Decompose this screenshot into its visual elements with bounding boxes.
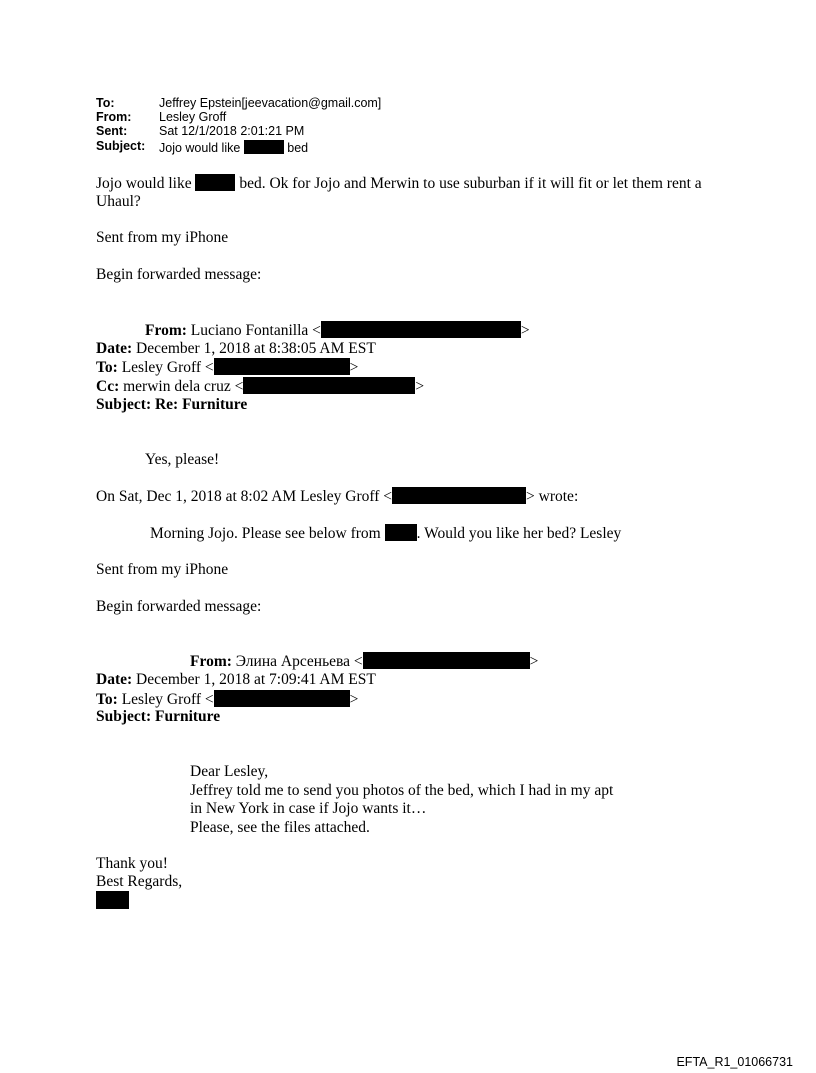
forward1-cc xyxy=(96,377,424,396)
forward2-msg-line-2: in New York in case if Jojo wants it… xyxy=(190,800,427,817)
forward2-date xyxy=(96,671,376,689)
redaction-box xyxy=(243,377,415,394)
quote-morning-end: . Would you like her bed? Lesley xyxy=(416,525,622,542)
redaction-box xyxy=(195,174,235,191)
forward2-from-value: Элина Арсеньева < xyxy=(235,653,363,670)
forward1-from-value: Luciano Fontanilla < xyxy=(190,322,321,339)
body-line-1-start: Jojo would like xyxy=(96,175,192,192)
body-line-1 xyxy=(96,174,702,193)
forward1-subject xyxy=(96,396,247,414)
from-label: From: xyxy=(96,110,132,124)
forward1-cc-close: > xyxy=(415,378,425,395)
forward2-from-close: > xyxy=(529,653,539,670)
forward2-to xyxy=(96,690,358,709)
forward1-cc-label: Cc: xyxy=(96,378,120,395)
to-value: Jeffrey Epstein[jeevacation@gmail.com] xyxy=(159,96,382,110)
forward1-to-value: Lesley Groff < xyxy=(121,359,214,376)
forward2-dear: Dear Lesley, xyxy=(190,763,269,780)
regards-line: Best Regards, xyxy=(96,873,183,890)
forward2-from-label: From: xyxy=(190,653,232,670)
redaction-box xyxy=(214,358,350,375)
subject-text-end: bed xyxy=(287,141,309,155)
quote-begin-forwarded: Begin forwarded message: xyxy=(96,598,262,615)
quote-intro xyxy=(96,487,578,506)
redaction-box xyxy=(385,524,417,541)
forward1-subject-value: Re: Furniture xyxy=(154,396,248,413)
forward1-from-close: > xyxy=(520,322,530,339)
forward1-cc-value: merwin dela cruz < xyxy=(123,378,244,395)
forward1-date-label: Date: xyxy=(96,340,133,357)
subject-text-start: Jojo would like xyxy=(159,141,241,155)
forward2-to-close: > xyxy=(349,691,359,708)
sent-label: Sent: xyxy=(96,124,128,138)
forward1-to-label: To: xyxy=(96,359,118,376)
email-header xyxy=(96,97,516,157)
forward1-to xyxy=(96,358,358,377)
quote-morning xyxy=(150,524,621,543)
signature-redaction-box xyxy=(96,891,129,909)
redaction-box xyxy=(214,690,350,707)
body-line-1-end: bed. Ok for Jojo and Merwin to use suburban if it will fit or let them rent a xyxy=(239,175,702,192)
redaction-box xyxy=(244,140,284,154)
quote-intro-start: On Sat, Dec 1, 2018 at 8:02 AM Lesley Groff < xyxy=(96,488,393,505)
quote-sent-from: Sent from my iPhone xyxy=(96,561,229,578)
forward2-date-label: Date: xyxy=(96,671,133,688)
forward2-to-label: To: xyxy=(96,691,118,708)
forward2-msg-line-1: Jeffrey told me to send you photos of the bed, which I had in my apt xyxy=(190,782,614,799)
forward1-date xyxy=(96,340,376,358)
forward2-subject-value: Furniture xyxy=(154,708,221,725)
forward1-subject-label: Subject: xyxy=(96,396,152,413)
forward1-reply: Yes, please! xyxy=(145,451,220,468)
redaction-box xyxy=(392,487,526,504)
thanks-line: Thank you! xyxy=(96,855,168,872)
forward2-subject xyxy=(96,708,220,726)
forward2-msg-line-3: Please, see the files attached. xyxy=(190,819,370,836)
sent-value: Sat 12/1/2018 2:01:21 PM xyxy=(159,124,305,138)
from-value: Lesley Groff xyxy=(159,110,227,124)
body-line-2: Uhaul? xyxy=(96,193,141,210)
forward1-from xyxy=(145,321,530,340)
forward1-from-label: From: xyxy=(145,322,187,339)
quote-morning-start: Morning Jojo. Please see below from xyxy=(150,525,381,542)
forward1-to-close: > xyxy=(349,359,359,376)
sent-from-line: Sent from my iPhone xyxy=(96,229,229,246)
document-id: EFTA_R1_01066731 xyxy=(676,1055,793,1069)
forward1-date-value: December 1, 2018 at 8:38:05 AM EST xyxy=(136,340,376,357)
redaction-box xyxy=(363,652,530,669)
to-label: To: xyxy=(96,96,115,110)
forward2-from xyxy=(190,652,538,671)
quote-intro-end: > wrote: xyxy=(526,488,579,505)
forward2-to-value: Lesley Groff < xyxy=(121,691,214,708)
forward2-subject-label: Subject: xyxy=(96,708,152,725)
forward2-date-value: December 1, 2018 at 7:09:41 AM EST xyxy=(136,671,376,688)
begin-forwarded-line: Begin forwarded message: xyxy=(96,266,262,283)
redaction-box xyxy=(321,321,521,338)
subject-label: Subject: xyxy=(96,139,146,153)
